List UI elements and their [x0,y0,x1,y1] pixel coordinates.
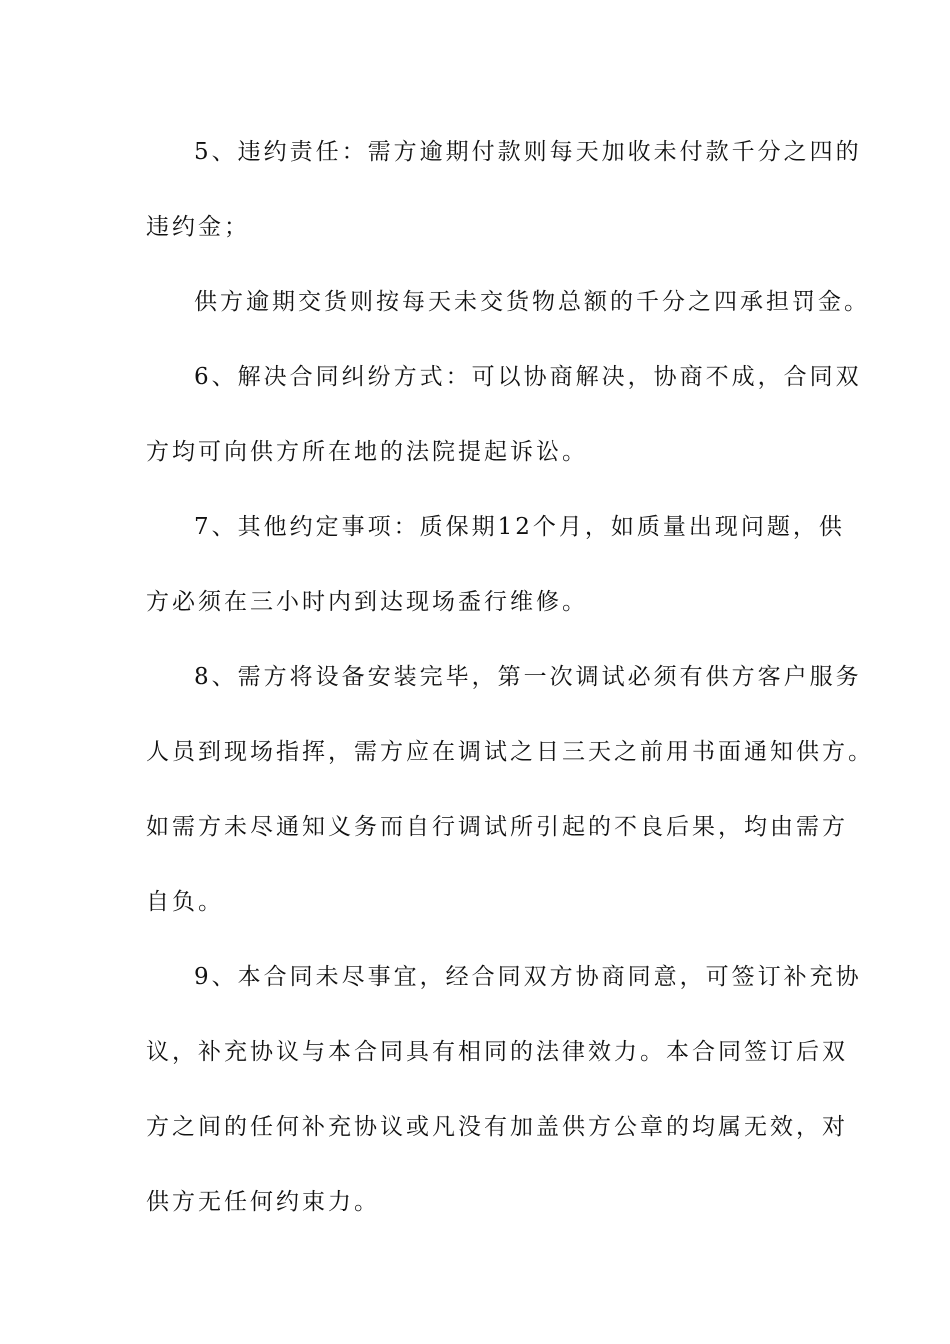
contract-text [146,128,874,1253]
clause-8-line-2: 人员到现场指挥，需方应在调试之日三天之前用书面通知供方。 [146,739,874,765]
clause-9-line-1: 9、本合同未尽事宜，经合同双方协商同意，可签订补充协 [194,964,862,990]
clause-5-line-1: 5、违约责任：需方逾期付款则每天加收未付款千分之四的 [194,139,862,165]
clause-6-line-2: 方均可向供方所在地的法院提起诉讼。 [146,439,588,465]
clause-5-line-2: 违约金； [146,214,250,240]
clause-9-line-3: 方之间的任何补充协议或凡没有加盖供方公章的均属无效，对 [146,1114,848,1140]
clause-8-line-3: 如需方未尽通知义务而自行调试所引起的不良后果，均由需方 [146,814,848,840]
clause-8-line-1: 8、需方将设备安装完毕，第一次调试必须有供方客户服务 [194,664,862,690]
clause-9-line-4: 供方无任何约束力。 [146,1189,380,1215]
clause-5-supplier-line: 供方逾期交货则按每天未交货物总额的千分之四承担罚金。 [194,289,870,315]
clause-6-line-1: 6、解决合同纠纷方式：可以协商解决，协商不成，合同双 [194,364,862,390]
clause-7-line-1: 7、其他约定事项：质保期12个月，如质量出现问题，供 [194,514,845,540]
clause-9-line-2: 议，补充协议与本合同具有相同的法律效力。本合同签订后双 [146,1039,848,1065]
clause-7-line-2: 方必须在三小时内到达现场盉行维修。 [146,589,588,615]
clause-8-line-4: 自负。 [146,889,224,915]
